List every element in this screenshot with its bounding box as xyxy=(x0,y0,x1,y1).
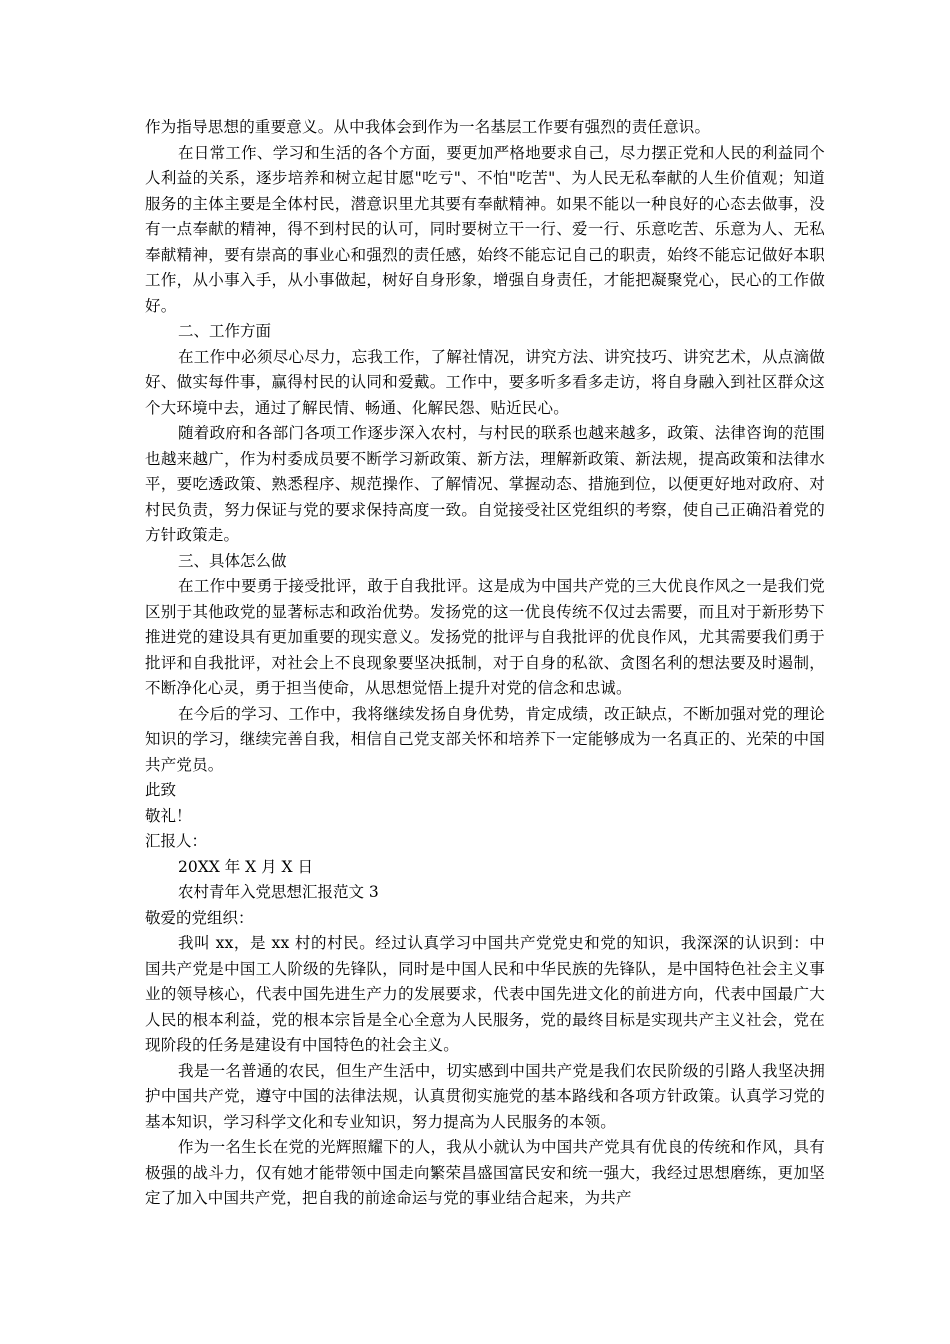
report-date: 20XX 年 X 月 X 日 xyxy=(178,857,313,876)
paragraph-next-1: 我叫 xx，是 xx 村的村民。经过认真学习中国共产党党史和党的知识，我深深的认识到：中国共产党是中国工人阶级的先锋队，同时是中国人民和中华民族的先锋队，是中国特色社会主义事业的领导核心，代表中国先进生产力的发展要求，代表中国先进文化的前进方向，代表中国最广大人民的根本利益，党的根本宗旨是全心全意为人民服务，党的最终目标是实现共产主义社会，党在现阶段的任务是建设有中国特色的社会主义。 xyxy=(145,934,825,1054)
paragraph-how-1: 在工作中要勇于接受批评，敢于自我批评。这是成为中国共产党的三大优良作风之一是我们党区别于其他政党的显著标志和政治优势。发扬党的这一优良传统不仅过去需要，而且对于新形势下推进党的建设具有更加重要的现实意义。发扬党的批评与自我批评的优良作风，尤其需要我们勇于批评和自我批评，对社会上不良现象要坚决抵制，对于自身的私欲、贪图名利的想法要及时遏制，不断净化心灵，勇于担当使命，从思想觉悟上提升对党的信念和忠诚。 xyxy=(145,577,825,697)
paragraph-daily-work: 在日常工作、学习和生活的各个方面，要更加严格地要求自己，尽力摆正党和人民的利益同个人利益的关系，逐步培养和树立起甘愿"吃亏"、不怕"吃苦"、为人民无私奉献的人生价值观；知道服务的主体主要是全体村民，潜意识里尤其要有奉献精神。如果不能以一种良好的心态去做事，没有一点奉献的精神，得不到村民的认可，同时要树立干一行、爱一行、乐意吃苦、乐意为人、无私奉献精神，要有崇高的事业心和强烈的责任感，始终不能忘记自己的职责，始终不能忘记做好本职工作，从小事入手，从小事做起，树好自身形象，增强自身责任，才能把凝聚党心，民心的工作做好。 xyxy=(145,143,825,315)
paragraph-next-2: 我是一名普通的农民，但生产生活中，切实感到中国共产党是我们农民阶级的引路人我坚决拥护中国共产党，遵守中国的法律法规，认真贯彻实施党的基本路线和各项方针政策。认真学习党的基本知识，学习科学文化和专业知识，努力提高为人民服务的本领。 xyxy=(145,1061,825,1131)
closing-salute-2: 敬礼！ xyxy=(145,806,192,825)
salutation: 敬爱的党组织： xyxy=(145,908,254,927)
paragraph-how-2: 在今后的学习、工作中，我将继续发扬自身优势，肯定成绩，改正缺点，不断加强对党的理论知识的学习，继续完善自我，相信自己党支部关怀和培养下一定能够成为一名真正的、光荣的中国共产党员。 xyxy=(145,704,825,774)
paragraph-work-1: 在工作中必须尽心尽力，忘我工作，了解社情况，讲究方法、讲究技巧、讲究艺术，从点滴做好、做实每件事，赢得村民的认同和爱戴。工作中，要多听多看多走访，将自身融入到社区群众这个大环境中去，通过了解民情、畅通、化解民怨、贴近民心。 xyxy=(145,347,825,417)
paragraph-next-3: 作为一名生长在党的光辉照耀下的人，我从小就认为中国共产党具有优良的传统和作风，具有极强的战斗力，仅有她才能带领中国走向繁荣昌盛国富民安和统一强大，我经过思想磨练，更加坚定了加入中国共产党，把自我的前途命运与党的事业结合起来，为共产 xyxy=(145,1138,825,1207)
paragraph-continuation: 作为指导思想的重要意义。从中我体会到作为一名基层工作要有强烈的责任意识。 xyxy=(145,118,711,136)
paragraph-work-2: 随着政府和各部门各项工作逐步深入农村，与村民的联系也越来越多，政策、法律咨询的范围也越来越广，作为村委成员要不断学习新政策、新方法，理解新政策、新法规，提高政策和法律水平，要吃透政策、熟悉程序、规范操作、了解情况、掌握动态、措施到位，以便更好地对政府、对村民负责，努力保证与党的要求保持高度一致。自觉接受社区党组织的考察，使自己正确沿着党的方针政策走。 xyxy=(145,424,825,544)
document-page xyxy=(145,115,825,1212)
next-article-title: 农村青年入党思想汇报范文 3 xyxy=(178,883,379,901)
section-heading-how: 三、具体怎么做 xyxy=(178,551,287,570)
section-heading-work: 二、工作方面 xyxy=(178,322,272,340)
closing-salute-1: 此致 xyxy=(145,781,177,799)
reporter-label: 汇报人： xyxy=(145,832,208,850)
